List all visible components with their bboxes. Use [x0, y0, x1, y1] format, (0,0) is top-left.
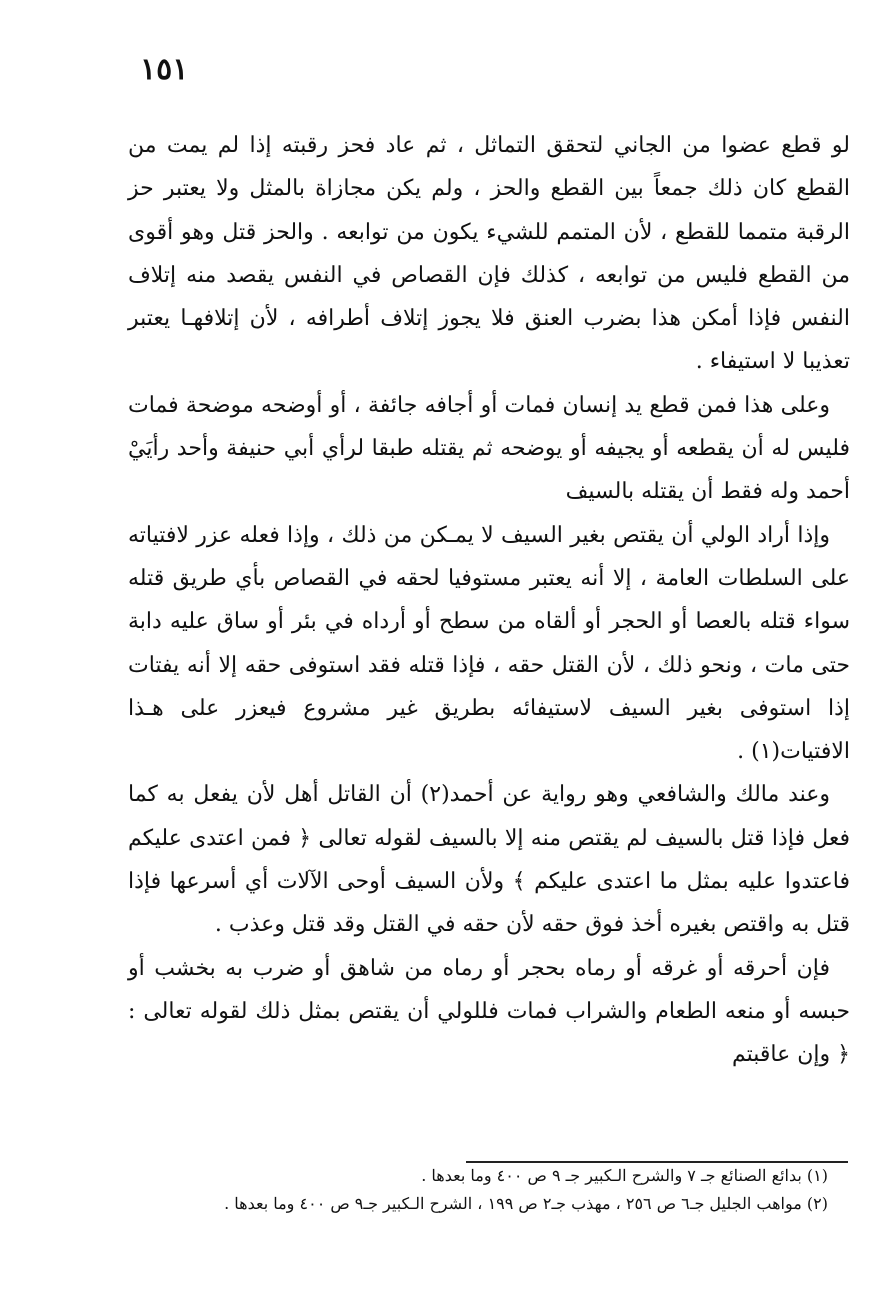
page-number: ١٥١ — [140, 52, 189, 87]
footnotes — [128, 1162, 828, 1218]
footnote-2: (٢) مواهب الجليل جـ٦ ص ٢٥٦ ، مهذب جـ٢ ص ١٩٩ ، الشرح الـكبير جـ٩ ص ٤٠٠ وما بعدها . — [224, 1194, 828, 1213]
paragraph-1: لو قطع عضوا من الجاني لتحقق التماثل ، ثم عاد فحز رقبته إذا لم يمت من القطع كان ذلك جمعاً بين القطع والحز ، ولم يكن مجازاة بالمثل ولا يعتبر حز الرقبة متمما للقطع ، لأن المتمم للشيء يكون من توابعه . والحز قتل وهو أقوى من القطع فليس من توابعه ، كذلك فإن القصاص في النفس يقصد منه إتلاف النفس فإذا أمكن هذا بضرب العنق فلا يجوز إتلاف أطرافه ، لأن إتلافهـا يعتبر تعذيبا لا استيفاء . — [128, 133, 850, 375]
paragraph-5: فإن أحرقه أو غرقه أو رماه بحجر أو رماه من شاهق أو ضرب به بخشب أو حبسه أو منعه الطعام والشراب فمات فللولي أن يقتص بمثل ذلك لقوله تعالى : ﴿ وإن عاقبتم — [128, 955, 850, 1068]
footnote-1: (١) بدائع الصنائع جـ ٧ والشرح الـكبير جـ ٩ ص ٤٠٠ وما بعدها . — [421, 1166, 828, 1185]
paragraph-2: وعلى هذا فمن قطع يد إنسان فمات أو أجافه جائفة ، أو أوضحه موضحة فمات فليس له أن يقطعه أو يجيفه أو يوضحه ثم يقتله طبقا لرأي أبي حنيفة وأحد رأيَيْ أحمد وله فقط أن يقتله بالسيف — [128, 392, 850, 505]
paragraph-4: وعند مالك والشافعي وهو رواية عن أحمد(٢) أن القاتل أهل لأن يفعل به كما فعل فإذا قتل بالسيف لم يقتص منه إلا بالسيف لقوله تعالى ﴿ فمن اعتدى عليكم فاعتدوا عليه بمثل ما اعتدى عليكم ﴾ ولأن السيف أوحى الآلات أي أسرعها فإذا قتل به واقتص بغيره أخذ فوق حقه لأن حقه في القتل وقد قتل وعذب . — [128, 782, 850, 938]
paragraph-3: وإذا أراد الولي أن يقتص بغير السيف لا يمـكن من ذلك ، وإذا فعله عزر لافتياته على السلطات العامة ، إلا أنه يعتبر مستوفيا لحقه في القصاص بأي طريق قتله سواء قتله بالعصا أو الحجر أو ألقاه من سطح أو أرداه في بئر أو ساق عليه دابة حتى مات ، ونحو ذلك ، لأن القتل حقه ، فإذا قتله فقد استوفى حقه إلا أنه يفتات إذا استوفى بغير السيف لاستيفائه بطريق غير مشروع فيعزر على هـذا الافتيات(١) . — [128, 522, 850, 765]
body-text — [128, 124, 850, 1077]
